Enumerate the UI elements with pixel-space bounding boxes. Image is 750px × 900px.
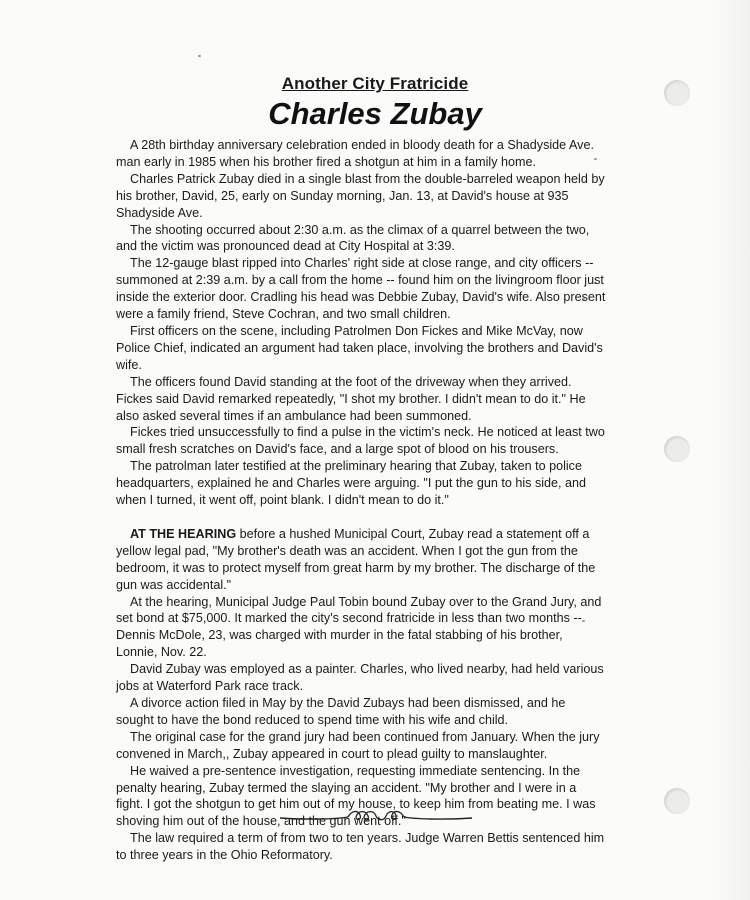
paragraph: A 28th birthday anniversary celebration ended in bloody death for a Shadyside Ave. man early in 1985 when his brother fired a shotgun at him in a family home. bbox=[116, 138, 594, 169]
hearing-text: before a hushed Municipal Court, Zubay read a statement off a yellow legal pad, "My brother's death was an accident. When I got the gun from the bedroom, it was to protect myself from great harm by my brother. The discharge of the gun was accidental." bbox=[116, 526, 596, 592]
paragraph: At the hearing, Municipal Judge Paul Tobin bound Zubay over to the Grand Jury, and set bond at $75,000. It marked the city's second fratricide in less than two months -- Dennis McDole, 23, was charged with murder in the fatal stabbing of his brother, Lonnie, Nov. 22. bbox=[116, 594, 602, 660]
article-body bbox=[116, 137, 606, 864]
hearing-paragraph bbox=[116, 526, 606, 594]
hearing-lead: AT THE HEARING bbox=[130, 526, 237, 541]
paragraph: He waived a pre-sentence investigation, requesting immediate sentencing. In the penalty hearing, Zubay termed the slaying an accident. "My brother and I were in a fight. I got the shotgun to get him out of my house, to keep him from beating me. I was shoving him out of the house, and the gun went off." bbox=[116, 763, 596, 829]
paragraph: First officers on the scene, including Patrolmen Don Fickes and Mike McVay, now Police Chief, indicated an argument had taken place, involving the brothers and David's wife. bbox=[116, 323, 603, 372]
binder-hole-bottom bbox=[664, 788, 690, 814]
paragraph: The original case for the grand jury had been continued from January. When the jury convened in March,, Zubay appeared in court to plead guilty to manslaughter. bbox=[116, 729, 600, 761]
scan-speck bbox=[198, 55, 201, 57]
binder-hole-middle bbox=[664, 436, 690, 462]
paragraph: The patrolman later testified at the preliminary hearing that Zubay, taken to police headquarters, explained he and Charles were arguing. "I put the gun to his side, and when I turned, it went off, point blank. I didn't mean to do it." bbox=[116, 459, 587, 508]
article-header bbox=[0, 74, 750, 132]
paragraph: Fickes tried unsuccessfully to find a pulse in the victim's neck. He noticed at least two small fresh scratches on David's face, and a large spot of blood on his trousers. bbox=[116, 425, 605, 457]
paragraph: David Zubay was employed as a painter. Charles, who lived nearby, had held various jobs at Waterford Park race track. bbox=[116, 662, 604, 694]
article-subtitle: Another City Fratricide bbox=[281, 74, 469, 93]
paragraph: The officers found David standing at the foot of the driveway when they arrived. Fickes said David remarked repeatedly, "I shot my brother. I didn't mean to do it." He also asked several times if an ambulance had been summoned. bbox=[116, 374, 586, 423]
paragraph: A divorce action filed in May by the David Zubays had been dismissed, and he sought to have the bond reduced to spend time with his wife and child. bbox=[116, 696, 566, 727]
paragraph: The law required a term of from two to ten years. Judge Warren Bettis sentenced him to three years in the Ohio Reformatory. bbox=[116, 831, 605, 863]
paragraph: The shooting occurred about 2:30 a.m. as the climax of a quarrel between the two, and the victim was pronounced dead at City Hospital at 3:39. bbox=[116, 222, 590, 254]
paragraph: The 12-gauge blast ripped into Charles' right side at close range, and city officers -- summoned at 2:39 a.m. by a call from the home -- found him on the livingroom floor just inside the exterior door. Cradling his head was Debbie Zubay, David's wife. Also present were a family friend, Steve Cochran, and two small children. bbox=[116, 256, 606, 322]
page-edge-shadow bbox=[710, 0, 750, 900]
flourish-ornament bbox=[278, 806, 474, 826]
paragraph: Charles Patrick Zubay died in a single blast from the double-barreled weapon held by his brother, David, 25, early on Sunday morning, Jan. 13, at David's house at 935 Shadyside Ave. bbox=[116, 171, 605, 220]
article-title: Charles Zubay bbox=[268, 96, 482, 131]
